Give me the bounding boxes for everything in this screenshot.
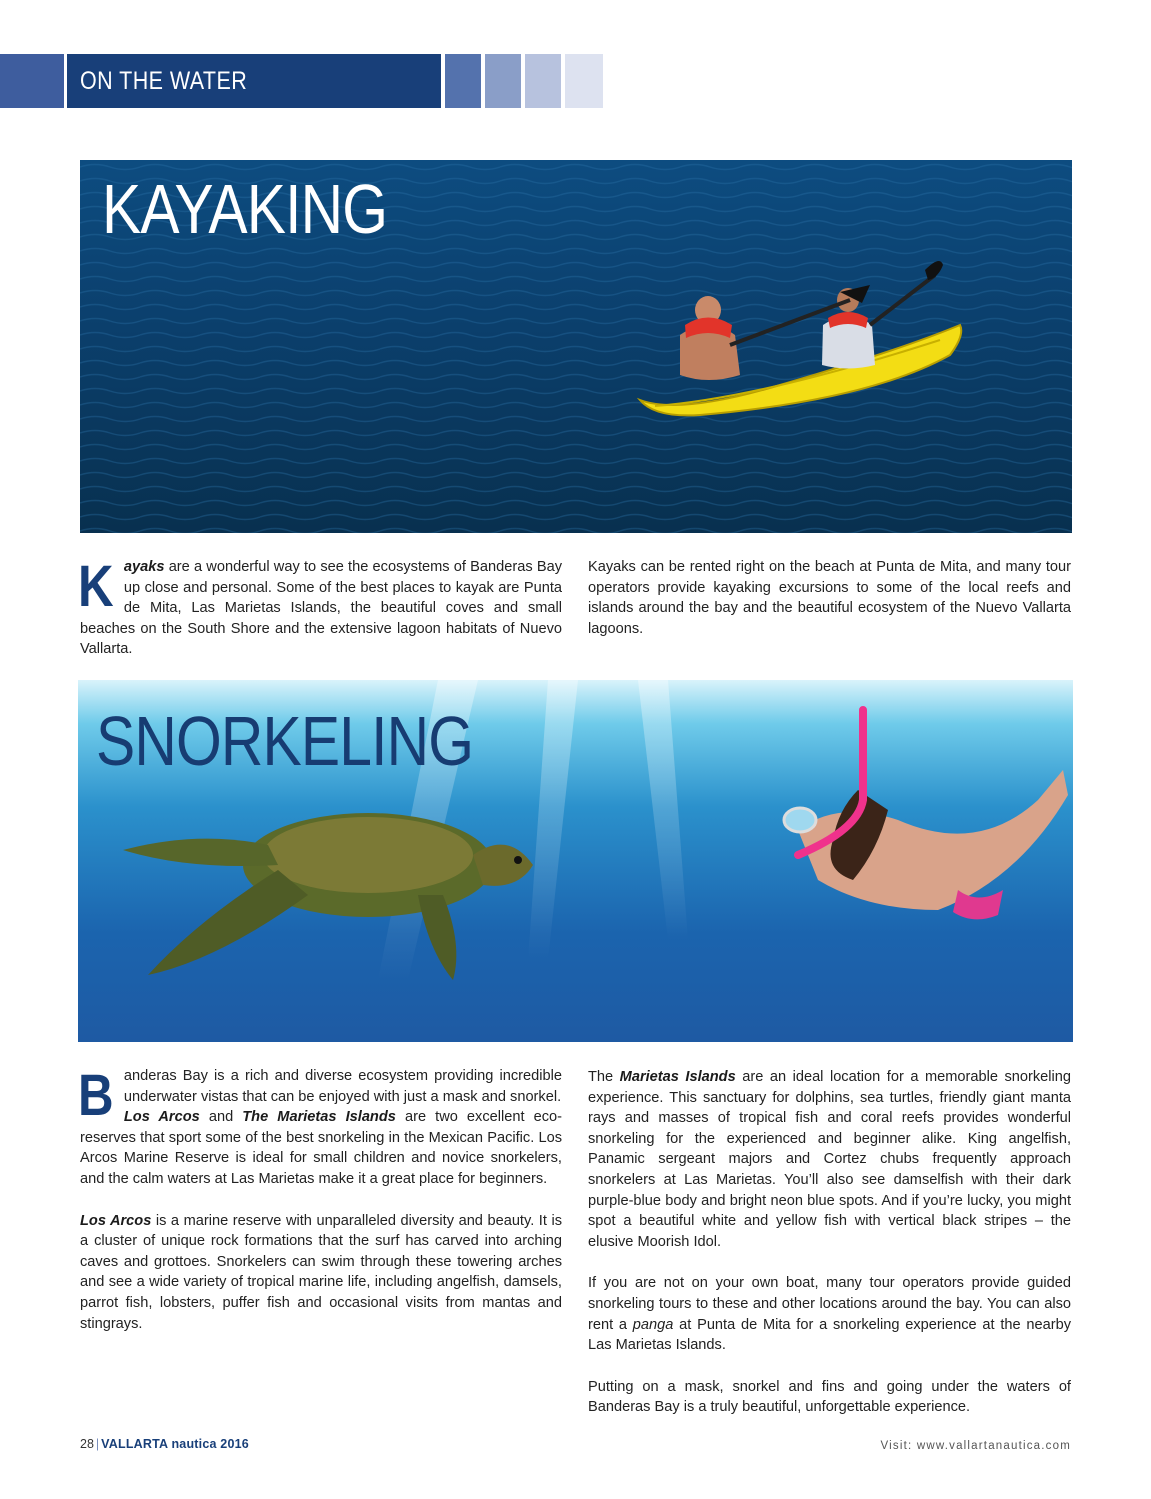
kayaking-right-column [588,557,1071,639]
tour-operators-pre: If you are not on your own boat, many tour operators provide guided snorkeling tours to these and other locations around the bay. You can also rent a [588,1275,1071,1333]
page-footer-right [881,1440,1071,1452]
snorkeling-intro-text: anderas Bay is a rich and diverse ecosystem providing incredible underwater vistas that can be enjoyed with just a mask and snorkel. [123,1068,562,1105]
section-header [67,54,441,108]
kayaking-rental-paragraph: Kayaks can be rented right on the beach at Punta de Mita, and many tour operators provide kayaking excursions to some of the local reefs and islands around the bay and the beautiful ecosystem of the Nuevo Vallarta lagoons. [588,559,1071,637]
header-step-2 [485,54,521,108]
los-arcos-bold: Los Arcos [123,1109,200,1126]
header-step-3 [525,54,561,108]
and-connector: and [199,1109,243,1126]
kayaking-title: KAYAKING [102,170,388,248]
page-footer-left [80,1437,249,1451]
snorkeling-photo [78,680,1073,1042]
header-accent-block [0,54,64,108]
kayaking-intro-paragraph [78,554,562,660]
magazine-name: VALLARTA nautica 2016 [101,1437,249,1451]
website-link[interactable]: www.vallartanautica.com [916,1440,1071,1452]
visit-label: Visit: [880,1440,913,1452]
snorkeling-left-column [78,1063,563,1334]
kayaks-lead-bold: ayaks [123,559,165,575]
page-number: 28 [80,1437,94,1451]
tour-operators-text: at Punta de Mita for a snorkeling experience at the nearby Las Marietas Islands. [588,1316,1072,1354]
marietas-lead-bold: Marietas Islands [619,1069,736,1085]
tour-operators-paragraph [588,1273,1071,1355]
marietas-islands-bold: The Marietas Islands [242,1109,396,1126]
marietas-pre: The [588,1069,620,1085]
kayaking-intro-text: are a wonderful way to see the ecosystems of Banderas Bay up close and personal. Some of the best places to kayak are Punta de Mita, Las Marietas Islands, the beautiful coves and small beaches on the South Shore and the extensive lagoon habitats of Nuevo Vallarta. [80,559,562,658]
snorkeling-dropcap: B [78,1063,114,1128]
snorkeling-right-column [588,1067,1071,1418]
kayaking-photo [80,160,1072,533]
marietas-paragraph [588,1067,1071,1252]
panga-italic: panga [632,1316,674,1333]
kayaking-dropcap: K [78,554,114,619]
eco-reserves-text: are two excellent eco-reserves that sport some of the best snorkeling in the Mexican Pacific. Los Arcos Marine Reserve is ideal for small children and novice snorkelers, and the calm waters at Las Marietas make it a great place for beginners. [80,1109,563,1187]
los-arcos-text: is a marine reserve with unparalleled diversity and beauty. It is a cluster of unique rock formations that the surf has carved into arching caves and grottoes. Snorkelers can swim through these towering arches and see a wide variety of tropical marine life, including angelfish, damsels, parrot fish, lobsters, puffer fish and occasional visits from mantas and stingrays. [80,1212,562,1332]
section-title: ON THE WATER [80,67,248,95]
los-arcos-lead-bold: Los Arcos [80,1212,152,1229]
header-step-1 [445,54,481,108]
los-arcos-paragraph [80,1211,562,1335]
header-step-4 [565,54,603,108]
footer-separator: | [95,1437,100,1451]
snorkeling-title: SNORKELING [96,702,474,780]
closing-paragraph: Putting on a mask, snorkel and fins and going under the waters of Banderas Bay is a truly beautiful, unforgettable experience. [588,1378,1071,1416]
eco-reserves-paragraph [80,1107,562,1189]
marietas-text: are an ideal location for a memorable snorkeling experience. This sanctuary for dolphins, sea turtles, friendly giant manta rays and masses of tropical fish and coral reefs provides wonderful snorkeling for the experienced and beginner alike. King angelfish, Panamic sergeant majors and Cortez chubs frequently approach snorkelers at Las Marietas. You’ll also see damselfish with their dark purple-blue body and bright neon blue spots. And if you’re lucky, you might spot a beautiful white and yellow fish with vertical black stripes – the elusive Moorish Idol. [588,1069,1072,1250]
kayaking-left-column [78,554,562,660]
